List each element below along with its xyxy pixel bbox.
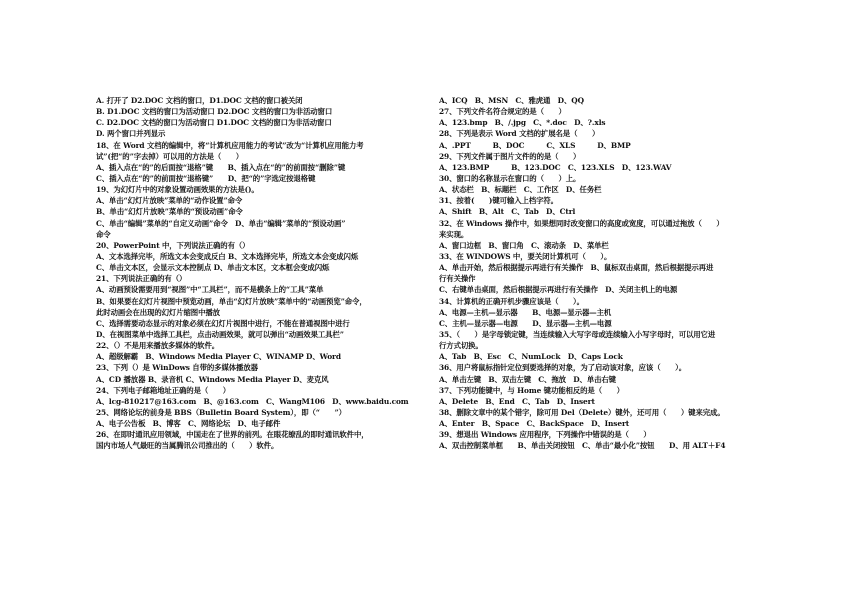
- right-column-line: A、电源—主机—显示器 B、电源—显示器—主机: [439, 307, 612, 317]
- right-column-line: A、.PPT B、DOC C、XLS D、BMP: [439, 140, 631, 150]
- left-column-line: 21、下列说法正确的有（）: [96, 274, 187, 284]
- left-column-line: C、选择需要动态显示的对象必须在幻灯片视图中进行，不能在普通视图中进行: [96, 318, 350, 328]
- left-column-line: 国内市场人气最旺的当属腾讯公司推出的（ ）软件。: [96, 441, 279, 451]
- right-column-line: 33、在 WINDOWS 中，要关闭计算机可（ ）。: [439, 251, 612, 261]
- left-text-column: [96, 95, 426, 452]
- left-column-line: B、如果要在幻灯片视图中预览动画，单击“幻灯片放映”菜单中的“动画预览”命令，: [96, 296, 367, 306]
- right-column-line: A、单击左键 B、双击左键 C、拖放 D、单击右键: [439, 374, 616, 384]
- right-column-line: 28、下列是表示 Word 文档的扩展名是（ ）: [439, 129, 600, 139]
- left-column-line: A、插入点在“的”的后面按“退格”键 B、插入点在“的”的前面按“删除”键: [96, 162, 346, 172]
- left-column-line: 22、（）不是用来播放多媒体的软件。: [96, 341, 220, 351]
- left-column-line: A、超级解霸 B、Windows Media Player C、WINAMP D、Word: [96, 352, 341, 362]
- right-text-column: [439, 95, 772, 452]
- left-column-line: A、文本选择完毕，所选文本会变成反白 B、文本选择完毕，所选文本会变成闪烁: [96, 251, 359, 261]
- left-column-line: 18、在 Word 文档的编辑中，将“计算机应用能力的考试”改为“计算机应用能力考: [96, 140, 364, 150]
- right-column-line: 38、删除文章中的某个错字，除可用 Del（Delete）键外，还可用（ ）键来完成。: [439, 407, 725, 417]
- left-column-line: A、CD 播放器 B、录音机 C、Windows Media Player D、麦克风: [96, 374, 329, 384]
- right-column-line: C、主机—显示器—电源 D、显示器—主机—电源: [439, 318, 612, 328]
- right-column-line: A、Tab B、Esc C、NumLock D、Caps Lock: [439, 352, 623, 362]
- left-column-line: 26、在即时通讯应用领域，中国走在了世界的前列。在眼花缭乱的即时通讯软件中，: [96, 430, 369, 440]
- right-column-line: A、窗口边框 B、窗口角 C、滚动条 D、菜单栏: [439, 240, 609, 250]
- left-column-line: 20、PowerPoint 中，下列说法正确的有（）: [96, 240, 250, 250]
- right-column-line: 39、想退出 Windows 应用程序，下列操作中错误的是（ ）: [439, 430, 651, 440]
- right-column-line: A、ICQ B、MSN C、雅虎通 D、QQ: [439, 96, 584, 105]
- left-column-line: A. 打开了 D2.DOC 文档的窗口，D1.DOC 文档的窗口被关闭: [96, 96, 303, 105]
- left-column-line: 24、下列电子邮箱地址正确的是（ ）: [96, 385, 231, 395]
- left-column-line: C. D2.DOC 文档的窗口为活动窗口 D1.DOC 文档的窗口为非活动窗口: [96, 118, 332, 128]
- right-column-line: 34、计算机的正确开机步骤应该是（ ）。: [439, 296, 584, 306]
- left-column-line: D. 两个窗口并列显示: [96, 129, 166, 139]
- left-column-line: 命令: [96, 229, 111, 239]
- left-column-line: A、lcg-810217@163.com B、@163.com C、WangM106 D、www.baidu.com: [96, 396, 409, 406]
- right-column-line: 27、下列文件名符合规定的是（ ）: [439, 107, 566, 117]
- left-column-line: C、插入点在“的”的前面按“退格键” D、把“的”字选定按退格键: [96, 173, 316, 183]
- left-column-line: A、动画预设需要用到“视图”中“工具栏”，而不是横条上的“工具”菜单: [96, 285, 324, 295]
- right-column-line: 来实现。: [439, 229, 469, 239]
- right-column-line: 31、按着( )键可输入上档字符。: [439, 196, 558, 206]
- left-column-line: B、单击“幻灯片放映”菜单的“预设动画”命令: [96, 207, 243, 217]
- right-column-line: A、Delete B、End C、Tab D、Insert: [439, 396, 595, 406]
- left-column-line: B. D1.DOC 文档的窗口为活动窗口 D2.DOC 文档的窗口为非活动窗口: [96, 107, 333, 117]
- left-column-line: C、单击文本区，会显示文本控制点 D、单击文本区，文本框会变成闪烁: [96, 263, 330, 273]
- right-column-line: 行方式切换。: [439, 341, 483, 351]
- right-column-line: A、状态栏 B、标题栏 C、工作区 D、任务栏: [439, 185, 602, 195]
- right-column-line: A、双击控制菜单框 B、单击关闭按钮 C、单击“最小化”按钮 D、用 ALT＋F4: [439, 441, 726, 451]
- right-column-line: A、Enter B、Space C、BackSpace D、Insert: [439, 419, 630, 429]
- left-column-line: 19、为幻灯片中的对象设置动画效果的方法是()。: [96, 185, 259, 195]
- right-column-line: 36、用户将鼠标指针定位到要选择的对象，为了启动该对象，应该（ ）。: [439, 363, 686, 373]
- left-column-line: A、单击“幻灯片放映”菜单的“动作设置”命令: [96, 196, 243, 206]
- right-column-line: A、123.bmp B、/.jpg C、*.doc D、?.xls: [439, 118, 606, 128]
- left-column-line: D、在视图菜单中选择工具栏，点击动画效果，就可以弹出“动画效果工具栏”: [96, 329, 344, 339]
- left-column-line: 23、下列（）是 WinDows 自带的多媒体播放器: [96, 363, 258, 373]
- left-column-line: A、电子公告板 B、博客 C、网络论坛 D、电子邮件: [96, 419, 281, 429]
- left-column-line: C、单击“编辑”菜单的“自定义动画”命令 D、单击“编辑”菜单的“预设动画”: [96, 218, 346, 228]
- right-column-line: C、右键单击桌面，然后根据提示再进行有关操作 D、关闭主机上的电源: [439, 285, 678, 295]
- right-column-line: 行有关操作: [439, 274, 476, 284]
- right-column-line: 29、下列文件属于图片文件的的是（ ）: [439, 151, 581, 161]
- right-column-line: A、123.BMP B、123.DOC C、123.XLS D、123.WAV: [439, 162, 672, 172]
- right-column-line: 32、在 Windows 操作中，如果想同时改变窗口的高度或宽度，可以通过拖放（ ）: [439, 218, 724, 228]
- left-column-line: 25、网络论坛的前身是 BBS（Bulletin Board System），即（“ ”）: [96, 407, 346, 417]
- left-column-line: 试”(把“的”字去掉）可以用的方法是（ ）: [96, 151, 244, 161]
- right-column-line: 37、下列功能键中，与 Home 键功能相反的是（ ）: [439, 385, 624, 395]
- left-column-line: 此时动画会在出现的幻灯片缩图中播放: [96, 307, 220, 317]
- right-column-line: 30、窗口的名称显示在窗口的（ ）上。: [439, 173, 581, 183]
- right-column-line: A、单击开始，然后根据提示再进行有关操作 B、鼠标双击桌面，然后根据提示再进: [439, 263, 714, 273]
- right-column-line: 35、（ ）是字母锁定键，当连续输入大写字母或连续输入小写字母时，可以用它进: [439, 329, 716, 339]
- right-column-line: A、Shift B、Alt C、Tab D、Ctrl: [439, 207, 576, 217]
